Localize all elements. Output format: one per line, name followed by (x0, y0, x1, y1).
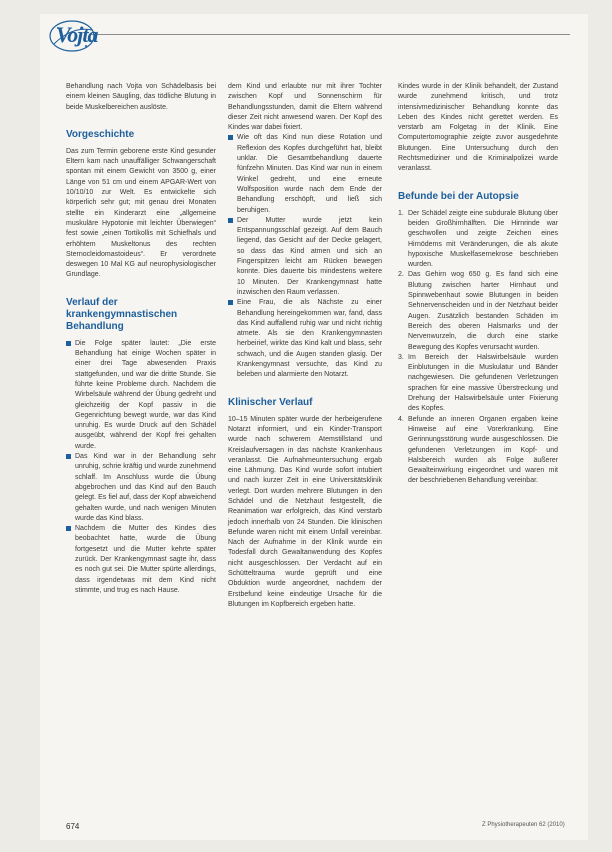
list-item: Der Mutter wurde jetzt kein Entspannungsschlaf gezeigt. Auf dem Bauch liegend, das Gesicht auf der Decke gelagert, so dass das Kind atmen und sich an Fingerspitzen leicht am Rücken bewegen konnte. Dies dauerte bis mindestens weitere 10 Minuten. Der Krankengymnast hatte inzwischen den Raum verlassen. (228, 216, 382, 298)
continued-list (228, 133, 382, 380)
column-2 (228, 82, 382, 610)
heading-verlauf: Verlauf der krankengymnastischen Behandlung (66, 296, 178, 332)
list-item: Das Kind war in der Behandlung sehr unruhig, schrie kräftig und wurde zunehmend schlaff. Im Anschluss wurde die Übung abgebrochen und das Kind auf den Bauch gelegt. Es fiel auf, dass der Kopf abweichend gehalten wurde, und nach wenigen Minuten wurde das Kind blass. (66, 452, 216, 524)
bullet-square-icon (228, 300, 233, 305)
logo-text: Vojta (56, 22, 98, 47)
verlauf-list (66, 339, 216, 596)
heading-autopsie: Befunde bei der Autopsie (398, 190, 519, 202)
bullet-square-icon (66, 526, 71, 531)
list-item: Nachdem die Mutter des Kindes dies beobachtet hatte, wurde die Übung fortgesetzt und die Mutter kehrte später zurück. Der Krankengymnast sagte ihr, dass es noch gut sei. Die Mutter spürte allerdings, dass irgendetwas mit dem Kind nicht stimmte, und trug es nach Hause. (66, 524, 216, 596)
column-3 (398, 82, 558, 487)
header-rule (90, 34, 570, 35)
journal-logo (48, 18, 96, 54)
bullet-square-icon (66, 341, 71, 346)
list-item: Eine Frau, die als Nächste zu einer Behandlung hereingekommen war, fand, dass das Kind auffallend ruhig war und nicht richtig atmete. Als sie den Krankengymnasten herbeirief, wirkte das Kind kalt und blass, sehr schwach, und die Augen standen glasig. Der Krankengymnast versuchte, das Kind zu beleben und alarmierte den Notarzt. (228, 298, 382, 380)
continued-paragraph: Kindes wurde in der Klinik behandelt, der Zustand wurde zunehmend kritisch, und trotz intensivmedizinischer Behandlung konnte das Leben des Kindes nicht gerettet werden. Es verstarb am Folgetag in der Klinik. Eine Computertomographie zeigte zuvor ausgedehnte Blutungen. Eine Untersuchung durch den Rechtsmediziner und die Kriminalpolizei wurde veranlasst. (398, 83, 558, 173)
column-1 (66, 82, 216, 596)
vorgeschichte-paragraph: Das zum Termin geborene erste Kind gesunder Eltern kam nach unauffälliger Schwangerschaft spontan mit einem Gewicht von 3500 g, einer Länge von 51 cm und einem APGAR-Wert von 10/10/10 zur Welt. Es entwickelte sich körperlich sehr gut; mit genau drei Monaten stellte ein Kinderarzt eine „allgemeine muskuläre Hypotonie mit leichter Überwiegen“ fest sowie „einen Tortikollis mit Schiefhals und erhöhtem Muskeltonus des rechten Sternocleidomastoideus“. Er verordnete deswegen 10 Mal KG auf neurophysiologischer Grundlage. (66, 147, 216, 279)
intro-paragraph: Behandlung nach Vojta von Schädelbasis bei einem kleinen Säugling, das tödliche Blutung in beide Muskelbereichen auslöste. (66, 83, 216, 111)
bullet-square-icon (228, 218, 233, 223)
heading-vorgeschichte: Vorgeschichte (66, 128, 135, 140)
klinischer-verlauf-paragraph: 10–15 Minuten später wurde der herbeigerufene Notarzt informiert, und ein Kinder-Transport wurde nach schwerem Atemstillstand und Kreislaufversagen in das nächste Krankenhaus veranlasst. Die Aufnahmeuntersuchung ergab eine Lähmung. Das Kind wurde sofort intubiert und nach kurzer Zeit in eine Universitätsklinik verlegt. Dort wurden mehrere Blutungen in den Schädel und die Netzhaut festgestellt, die Reanimation war erfolgreich, das Kind verstarb jedoch innerhalb von 24 Stunden. Die klinischen Befunde waren nicht mit einem Unfall vereinbar. Nach der Aufnahme in der Klinik wurde ein Todesfall durch Gewaltanwendung des Kopfes nicht ausgeschlossen. Der Verdacht auf ein Schütteltrauma wurde geprüft und eine Obduktion wurde angeordnet, nachdem der Erstbefund keine eindeutige Ursache für die Blutungen im Kopfbereich ergeben hatte. (228, 415, 382, 608)
list-item: 3. Im Bereich der Halswirbelsäule wurden Einblutungen in die Muskulatur und Bänder nachgewiesen. Die gefundenen Verletzungen sprachen für eine massive Überstreckung und Drehung der Halswirbelsäule unter Fixierung des Kopfes. (398, 353, 558, 413)
autopsie-list (398, 209, 558, 487)
list-item: 2. Das Gehirn wog 650 g. Es fand sich eine Blutung zwischen harter Hirnhaut und Spinnwebenhaut sowie Blutungen in beiden Sehnervenscheiden und in der Netzhaut beider Augen. Zusätzlich bestanden Schäden im Bereich des oberen Halsmarks und der Nervenwurzeln, die durch eine starke Bewegung des Kopfes verursacht wurden. (398, 271, 558, 351)
page-number: 674 (66, 822, 80, 831)
journal-citation: Z Physiotherapeuten 62 (2010) (482, 822, 565, 828)
list-item: Wie oft das Kind nun diese Rotation und Reflexion des Kopfes durchgeführt hat, bleibt unklar. Die Gesamtbehandlung dauerte fünfzehn Minuten. Das Kind war nun in einem Winkel gedreht, und eine erneute Wolfsposition wurde nach dem Ende der Behandlung erschöpft, und ließ sich beruhigen. (228, 133, 382, 215)
list-item: 1. Der Schädel zeigte eine subdurale Blutung über beiden Großhirnhälften. Die Hirnrinde war geschwollen und zeigte Zeichen eines Hirnödems mit Veränderungen, die als akute hypoxische Muskelfasernekrose beschrieben wurden. (398, 209, 558, 269)
list-item: 4. Befunde an inneren Organen ergaben keine Hinweise auf eine Vorerkrankung. Eine Gerinnungsstörung wurde ausgeschlossen. Die gefundenen Verletzungen im Kopf- und Halsbereich wurden als Folge äußerer Gewalteinwirkung eingeordnet und waren mit der beschriebenen Behandlung vereinbar. (398, 415, 558, 485)
list-item: Die Folge später lautet: „Die erste Behandlung hat einige Wochen später in einer drei Tage abwesenden Praxis stattgefunden, und war die dritte Stunde. Sie führte keine Probleme durch. Nachdem die Wirbelsäule während der Übung gedreht und gleichzeitig der Kopf passiv in die Gegenrichtung bewegt wurde, war das Kind unruhig. Es wurde Druck auf den Schädel ausgeübt, während der Kopf frei gehalten wurde. (66, 339, 216, 452)
bullet-square-icon (228, 135, 233, 140)
continued-paragraph: dem Kind und erlaubte nur mit ihrer Tochter zwischen Kopf und Sonnenschirm für Behandlungsstunden, damit die Eltern während dieser Zeit nicht anwesend waren. Der Kopf des Kindes war dabei fixiert. (228, 83, 382, 132)
bullet-square-icon (66, 454, 71, 459)
heading-klinischer-verlauf: Klinischer Verlauf (228, 396, 313, 408)
